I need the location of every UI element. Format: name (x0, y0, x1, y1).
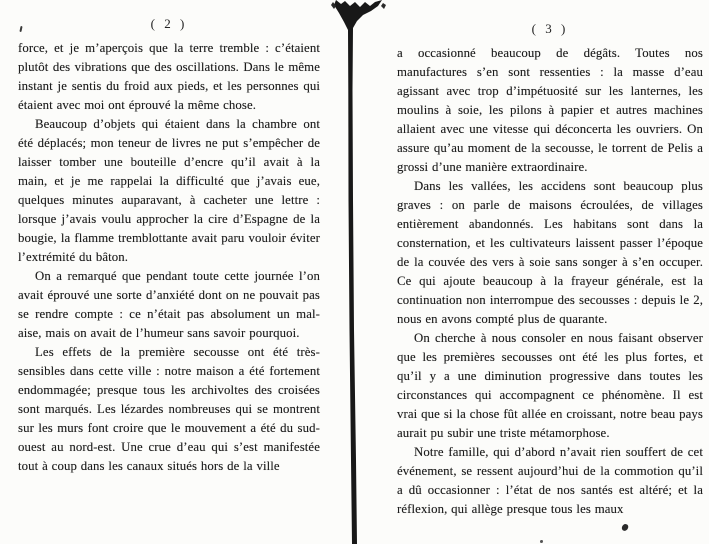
page-2 (18, 16, 320, 476)
page-number-right: ( 3 ) (531, 21, 569, 36)
page-3 (397, 21, 703, 519)
paragraph: a occasionné beaucoup de dégâts. Toutes nos manufactures s’en sont ressenties : la masse d’eau agissant avec trop d’impétuosité sur les lanternes, les moulins à soie, les pilons à papier et autres machines allaient avec une vitesse qui déconcerta les ouvriers. On assure qu’au moment de la secousse, le torrent de Pelis a grossi d’une manière extraordinaire. (397, 46, 703, 174)
paragraph: On cherche à nous consoler en nous faisant observer que les premières secousses ont été les plus fortes, et qu’il y a une diminution progressive dans toutes les circonstances qui accompagnent ce phénomène. Il est vrai que si la chose fût allée en croissant, notre beau pays aurait pu subir une triste métamorphose. (397, 331, 703, 440)
paragraph: Beaucoup d’objets qui étaient dans la chambre ont été déplacés; mon teneur de livres ne put s’empêcher de laisser tomber une bouteille d’encre qu’il avait à la main, et je me rappelai la difficulté que j’avais eue, quelques minutes auparavant, à cacheter une lettre : lorsque j’avais voulu approcher la cire d’Espagne de la bougie, la flamme tremblottante avait paru vouloir éviter l’extrémité du bâton. (18, 117, 320, 264)
paragraph: Dans les vallées, les accidens sont beaucoup plus graves : on parle de maisons écroulées, de villages entièrement abandonnés. Les habitans sont dans la consternation, et les cultivateurs laissent passer l’époque de la couvée des vers à soie sans songer à s’en occuper. Ce qui ajoute beaucoup à la frayeur générale, est la continuation non interrompue des secousses : depuis le 2, nous en avons compté plus de quarante. (397, 179, 703, 326)
paragraph: Les effets de la première secousse ont été très-sensibles dans cette ville : notre maison a été fortement endommagée; presque tous les archivoltes des croisées sont marqués. Les lézardes nombreuses qui se montrent sur les murs font croire que le mouvement a été du sud-ouest au nord-est. Une crue d’eau qui s’est manifestée tout à coup dans les canaux situés hors de la ville (18, 345, 320, 473)
ink-speck (540, 540, 543, 543)
page-number-left: ( 2 ) (150, 16, 188, 31)
paragraph: On a remarqué que pendant toute cette journée l’on avait éprouvé une sorte d’anxiété dont on ne pouvait pas se rendre compte : ce n’était pas absolument un mal-aise, mais on avait de l’humeur sans savoir pourquoi. (18, 269, 320, 340)
paragraph: Notre famille, qui d’abord n’avait rien souffert de cet événement, se ressent aujourd’hui de la commotion qu’il a dû occasionner : l’état de nos santés est altéré; et la réflexion, qui allège presque tous les maux (397, 445, 703, 516)
ink-speck (621, 523, 629, 532)
paragraph: force, et je m’aperçois que la terre tremble : c’étaient plutôt des vibrations que des oscillations. Dans le même instant je sentis du froid aux pieds, et les personnes qui étaient avec moi ont éprouvé la même chose. (18, 41, 320, 112)
